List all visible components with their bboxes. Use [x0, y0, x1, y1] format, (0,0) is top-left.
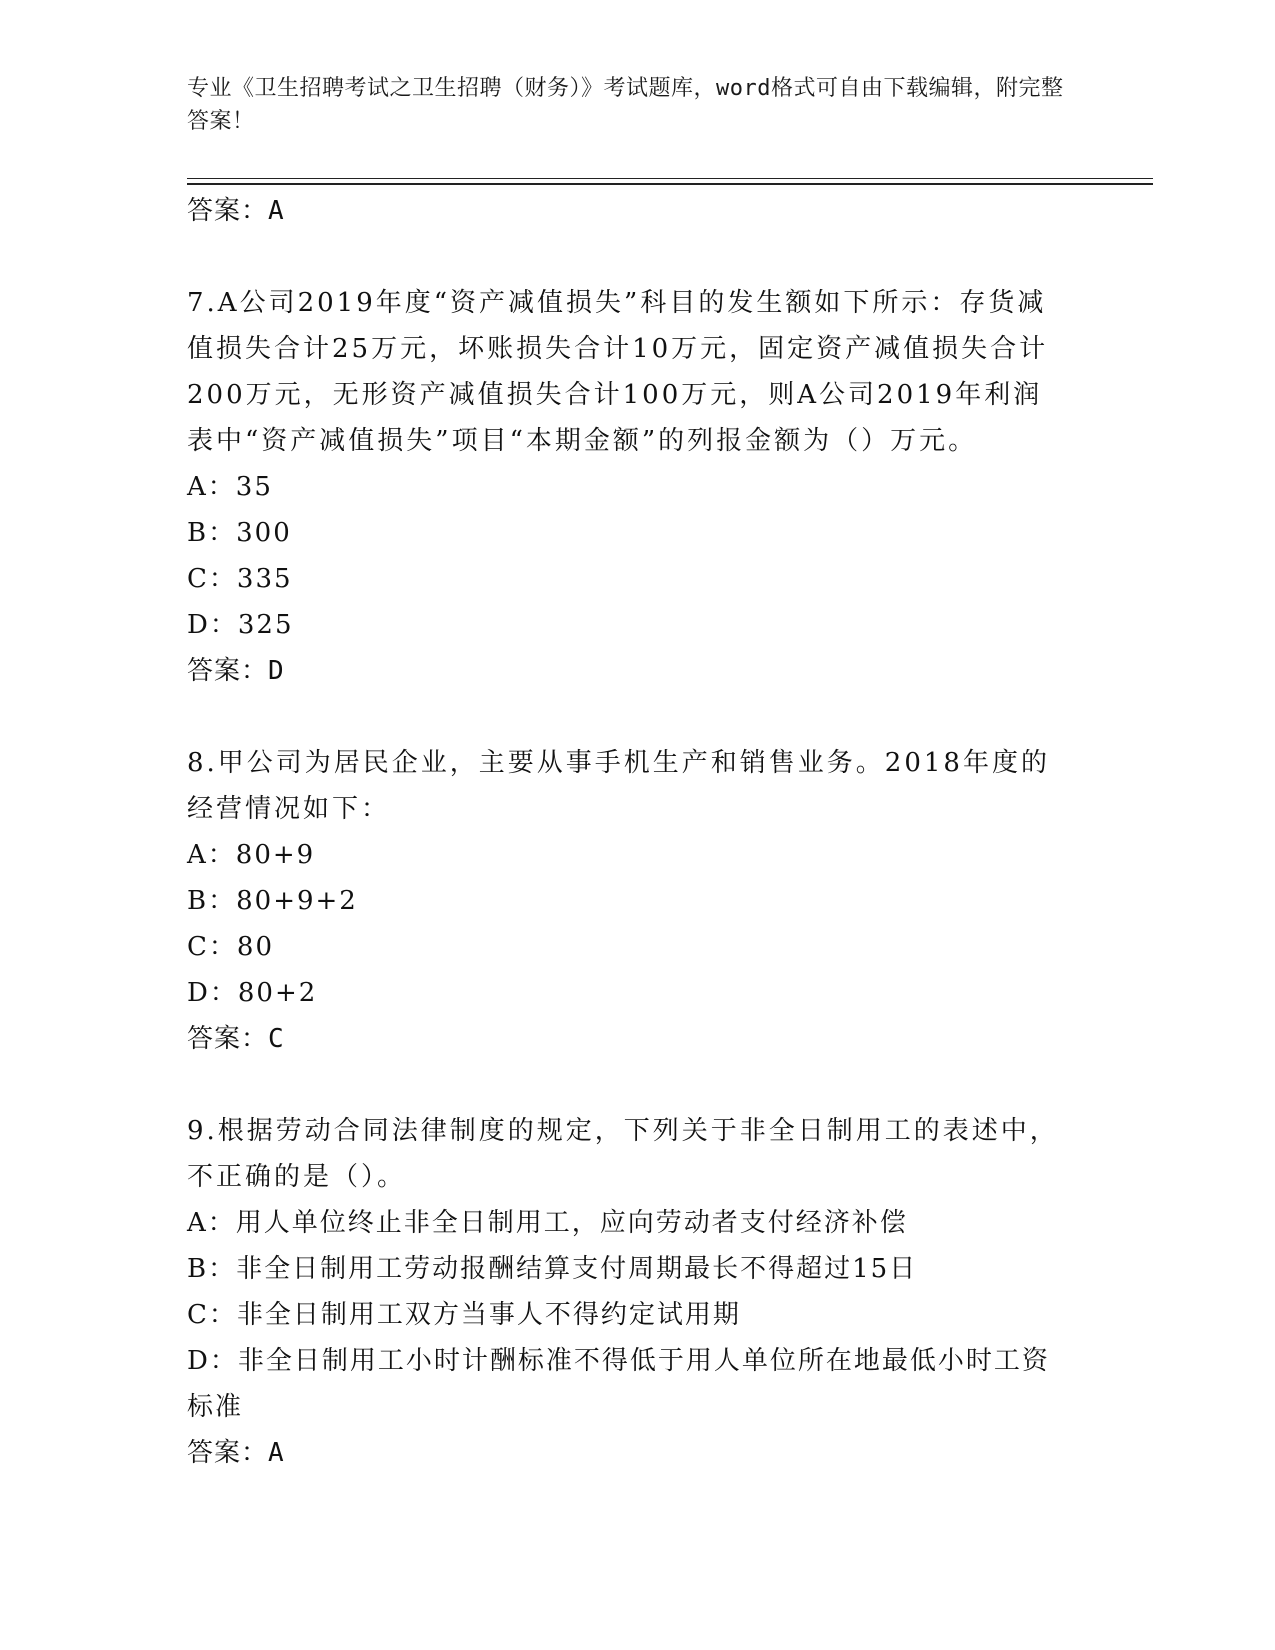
- option-text: 80+2: [237, 978, 318, 1008]
- answer-value: A: [268, 196, 285, 226]
- option-text: 非全日制用工小时计酬标准不得低于用人单位所在地最低小时工资标准: [187, 1346, 1050, 1422]
- option-key: C：: [187, 932, 237, 962]
- answer-label: 答案：: [187, 656, 269, 686]
- option-key: B：: [187, 886, 237, 916]
- option-d: [187, 1338, 1067, 1430]
- answer-value: D: [268, 656, 285, 686]
- option-key: B：: [187, 518, 237, 548]
- page-header: 专业《卫生招聘考试之卫生招聘（财务）》考试题库，word格式可自由下载编辑，附完整答案！: [187, 76, 1064, 134]
- question-stem: 8.甲公司为居民企业，主要从事手机生产和销售业务。2018年度的经营情况如下：: [187, 748, 1050, 824]
- option-text: 非全日制用工劳动报酬结算支付周期最长不得超过15日: [236, 1254, 918, 1284]
- question-answer: [187, 1016, 1067, 1062]
- answer-value: A: [268, 1438, 285, 1468]
- question-answer: [187, 648, 1067, 694]
- option-key: D：: [187, 610, 238, 640]
- option-text: 用人单位终止非全日制用工，应向劳动者支付经济补偿: [235, 1208, 908, 1238]
- option-b: [187, 878, 1067, 924]
- previous-answer: [187, 188, 1067, 234]
- option-key: C：: [187, 564, 237, 594]
- option-c: [187, 924, 1067, 970]
- answer-label: 答案：: [187, 1438, 269, 1468]
- option-text: 80+9+2: [236, 886, 358, 916]
- option-c: [187, 1292, 1067, 1338]
- option-text: 非全日制用工双方当事人不得约定试用期: [236, 1300, 741, 1330]
- answer-value: C: [268, 1024, 285, 1054]
- option-b: [187, 510, 1067, 556]
- option-key: A：: [187, 472, 236, 502]
- answer-label: 答案：: [187, 196, 269, 226]
- question-answer: [187, 1430, 1067, 1476]
- option-text: 325: [237, 610, 294, 640]
- option-text: 35: [235, 472, 273, 502]
- answer-label: 答案：: [187, 1024, 269, 1054]
- option-text: 300: [236, 518, 292, 548]
- option-b: [187, 1246, 1067, 1292]
- option-key: B：: [187, 1254, 237, 1284]
- question-stem: 9.根据劳动合同法律制度的规定，下列关于非全日制用工的表述中，不正确的是（）。: [187, 1116, 1059, 1192]
- option-d: [187, 602, 1067, 648]
- option-a: [187, 832, 1067, 878]
- option-key: A：: [187, 840, 236, 870]
- option-key: A：: [187, 1208, 236, 1238]
- option-text: 80: [236, 932, 274, 962]
- option-a: [187, 464, 1067, 510]
- option-text: 335: [236, 564, 293, 594]
- option-a: [187, 1200, 1067, 1246]
- option-c: [187, 556, 1067, 602]
- question-stem: 7.A公司2019年度“资产减值损失”科目的发生额如下所示：存货减值损失合计25万元，坏账损失合计10万元，固定资产减值损失合计200万元，无形资产减值损失合计100万元，则A公司2019年利润表中“资产减值损失”项目“本期金额”的列报金额为（）万元。: [187, 288, 1049, 456]
- option-key: C：: [187, 1300, 237, 1330]
- option-text: 80+9: [235, 840, 316, 870]
- header-rule-thin: [187, 178, 1153, 179]
- option-d: [187, 970, 1067, 1016]
- option-key: D：: [187, 1346, 238, 1376]
- header-rule-thick: [187, 183, 1153, 185]
- question-list: [187, 188, 1067, 1476]
- option-key: D：: [187, 978, 238, 1008]
